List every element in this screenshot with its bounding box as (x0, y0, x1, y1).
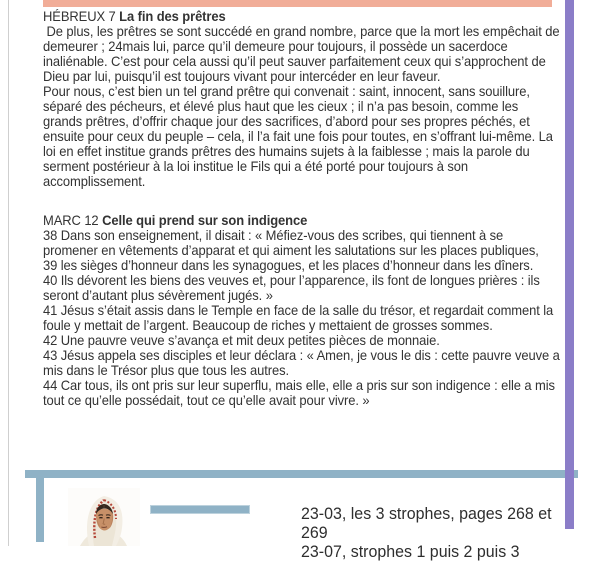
scripture-verse: 40 Ils dévorent les biens des veuves et, pour l’apparence, ils font de longues prières : ils seront d’autant plus sévèrement jugés. » (43, 273, 544, 303)
scripture-verse: 38 Dans son enseignement, il disait : « Méfiez-vous des scribes, qui tiennent à se promener en vêtements d’apparat et qui aiment les salutations sur les places publiques, (43, 228, 539, 258)
scripture-verse: 43 Jésus appela ses disciples et leur déclara : « Amen, je vous le dis : cette pauvre veuve a mis dans le Trésor plus que tous les autres. (43, 348, 564, 378)
scripture-verse: 44 Car tous, ils ont pris sur leur superflu, mais elle, elle a pris sur son indigence : elle a mis tout ce qu’elle possédait, tout ce qu’elle avait pour vivre. » (43, 378, 559, 408)
section-marc-12 (43, 213, 564, 408)
scripture-reference: HÉBREUX 7 (43, 9, 116, 24)
scripture-text-block (43, 9, 564, 408)
scripture-verse: 42 Une pauvre veuve s’avança et mit deux petites pièces de monnaie. (43, 333, 440, 348)
note-line: 269 (301, 523, 328, 542)
scripture-paragraph: Pour nous, c’est bien un tel grand prêtre qui convenait : saint, innocent, sans souillure, séparé des pécheurs, et élevé plus haut que les cieux ; il n’a pas besoin, comme les grands prêtres, d’offrir chaque jour des sacrifices, d’abord pour ses propres péchés, et ensuite pour ceux du peuple – cela, il l’a fait une fois pour toutes, en s’offrant lui-même. La loi en effet institue grands prêtres des humains sujets à la faiblesse ; mais la parole du serment postérieur à la loi institue le Fils qui a été porté pour toujours à son accomplissement. (43, 84, 557, 189)
song-reference-notes (301, 504, 562, 561)
section-hebreux-7 (43, 9, 563, 189)
top-coral-accent-bar (43, 0, 552, 7)
note-line: 23-07, strophes 1 puis 2 puis 3 (301, 542, 520, 561)
note-line: 23-03, les 3 strophes, pages 268 et (301, 504, 552, 523)
bottom-blue-divider-bar (25, 470, 578, 478)
scripture-reference: MARC 12 (43, 213, 99, 228)
scripture-paragraph: De plus, les prêtres se sont succédé en grand nombre, parce que la mort les empêchait de demeurer ; 24mais lui, parce qu’il demeure pour toujours, il possède un sacerdoce inaliénable. C’est pour cela aussi qu’il peut sauver parfaitement ceux qui s’approchent de Dieu par lui, puisqu’il est toujours vivant pour intercéder en leur faveur. (43, 24, 563, 84)
bottom-blue-vertical-bar (36, 478, 44, 542)
scripture-verse: 39 les sièges d’honneur dans les synagogues, et les places d’honneur dans les dîners. (43, 258, 534, 273)
caption-blue-bar (150, 505, 250, 514)
page-edge-line (8, 0, 9, 546)
scripture-title: La fin des prêtres (119, 9, 226, 24)
section-heading (43, 213, 560, 228)
woman-portrait-photo (68, 488, 140, 546)
scripture-title: Celle qui prend sur son indigence (102, 213, 308, 228)
section-heading (43, 9, 560, 24)
scripture-verse: 41 Jésus s’était assis dans le Temple en face de la salle du trésor, et regardait comment la foule y mettait de l’argent. Beaucoup de riches y mettaient de grosses sommes. (43, 303, 557, 333)
right-purple-accent-bar (565, 0, 574, 529)
